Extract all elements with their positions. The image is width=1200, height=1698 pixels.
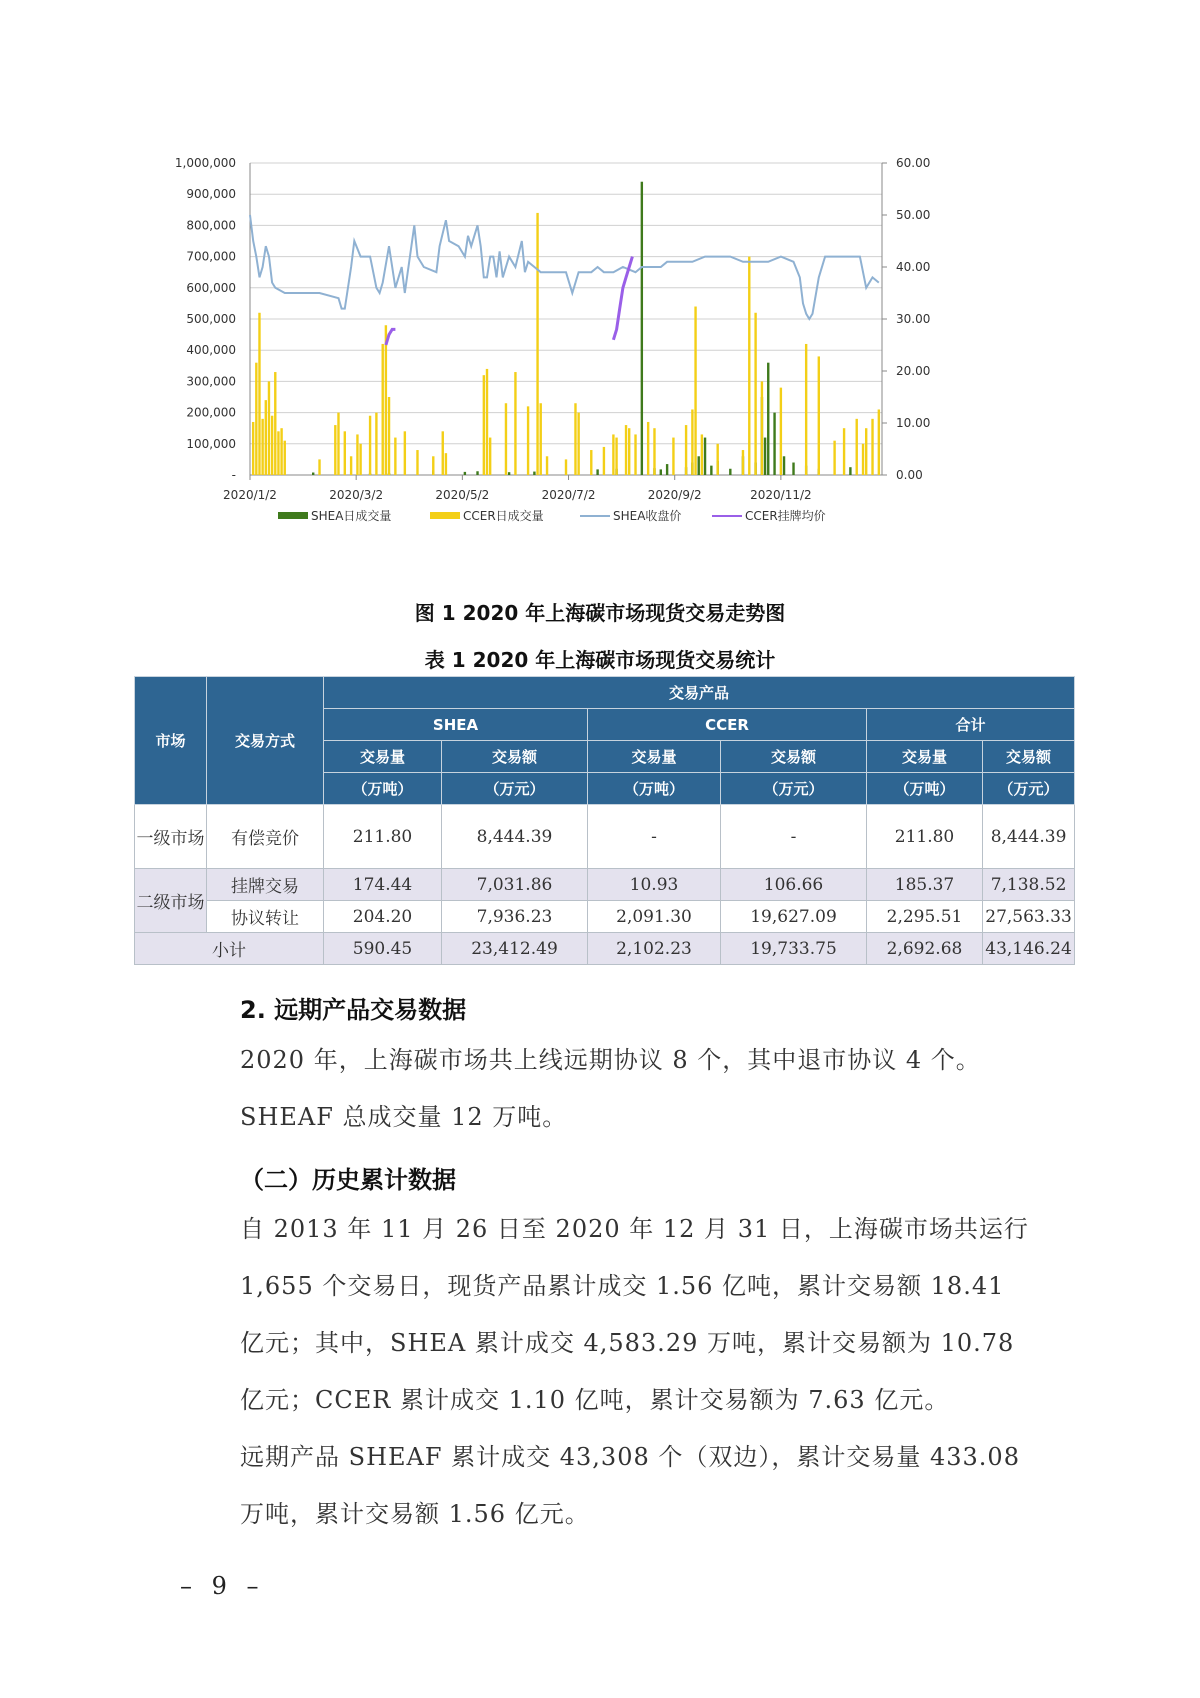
bar-ccer xyxy=(265,400,267,475)
y-left-tick-label: 900,000 xyxy=(186,187,236,202)
legend-label: SHEA日成交量 xyxy=(311,509,392,523)
y-right-tick-label: 60.00 xyxy=(896,156,931,170)
cell-ccer-volume: 10.93 xyxy=(588,869,721,901)
paragraph-history xyxy=(182,1201,1032,1543)
bar-ccer xyxy=(761,381,763,475)
x-tick-label: 2020/5/2 xyxy=(435,488,490,502)
bar-ccer xyxy=(280,428,282,475)
y-left-tick-label: 400,000 xyxy=(186,343,236,358)
bar-ccer xyxy=(527,406,529,475)
bar-ccer xyxy=(653,428,655,475)
bar-shea xyxy=(464,472,466,475)
header-shea-amount: 交易额 xyxy=(442,741,588,773)
bar-ccer xyxy=(865,428,867,475)
cell-method: 有偿竞价 xyxy=(207,805,324,869)
bar-ccer xyxy=(432,456,434,475)
unit-total-amount: （万元） xyxy=(983,773,1075,805)
trend-chart xyxy=(170,145,1050,585)
header-total: 合计 xyxy=(867,709,1075,741)
legend-label: CCER挂牌均价 xyxy=(745,509,826,523)
cell-total-amount: 8,444.39 xyxy=(983,805,1075,869)
bar-ccer xyxy=(442,431,444,475)
table-row-subtotal xyxy=(135,933,1075,965)
bar-ccer xyxy=(701,434,703,475)
bar-ccer xyxy=(489,438,491,475)
header-method: 交易方式 xyxy=(207,677,324,805)
table-row xyxy=(135,869,1075,901)
cell-shea-amount: 7,936.23 xyxy=(442,901,588,933)
bar-ccer xyxy=(388,397,390,475)
cell-ccer-amount: 19,733.75 xyxy=(721,933,867,965)
unit-shea-volume: （万吨） xyxy=(324,773,442,805)
spot-trading-table xyxy=(134,676,1075,965)
cell-total-volume: 2,692.68 xyxy=(867,933,983,965)
y-left-tick-label: 300,000 xyxy=(186,374,236,389)
paragraph-forward xyxy=(182,1032,1032,1146)
y-left-tick-label: 1,000,000 xyxy=(174,156,236,170)
x-tick-label: 2020/7/2 xyxy=(541,488,596,502)
cell-total-volume: 185.37 xyxy=(867,869,983,901)
bar-ccer xyxy=(369,416,371,475)
bar-ccer xyxy=(382,344,384,475)
bar-shea xyxy=(508,472,510,475)
bar-ccer xyxy=(271,416,273,475)
bar-ccer xyxy=(261,419,263,475)
bar-shea xyxy=(849,467,851,475)
y-left-tick-label: 600,000 xyxy=(186,280,236,295)
cell-ccer-amount: 19,627.09 xyxy=(721,901,867,933)
table-row xyxy=(135,805,1075,869)
bar-ccer xyxy=(350,456,352,475)
bar-ccer xyxy=(716,444,718,475)
header-total-amount: 交易额 xyxy=(983,741,1075,773)
table-caption: 表 1 2020 年上海碳市场现货交易统计 xyxy=(424,648,776,672)
y-left-tick-label: 200,000 xyxy=(186,405,236,420)
bar-shea xyxy=(783,456,785,475)
bar-shea xyxy=(312,473,314,475)
cell-ccer-volume: 2,091.30 xyxy=(588,901,721,933)
bar-ccer xyxy=(268,381,270,475)
x-tick-label: 2020/1/2 xyxy=(223,488,277,502)
bar-ccer xyxy=(337,413,339,475)
line-shea-price xyxy=(250,215,879,319)
legend-swatch xyxy=(430,512,460,519)
unit-ccer-amount: （万元） xyxy=(721,773,867,805)
bar-ccer xyxy=(742,450,744,475)
legend-label: CCER日成交量 xyxy=(463,509,544,523)
line-ccer-price xyxy=(386,329,396,345)
legend-label: SHEA收盘价 xyxy=(613,509,682,523)
bar-ccer xyxy=(540,403,542,475)
bar-ccer xyxy=(833,441,835,475)
paragraph-history-text-2: 远期产品 SHEAF 累计成交 43,308 个（双边），累计交易量 433.08 万吨，累计交易额 1.56 亿元。 xyxy=(240,1443,1020,1528)
bar-ccer xyxy=(505,403,507,475)
line-ccer-price xyxy=(613,257,632,340)
bar-shea xyxy=(476,471,478,475)
trend-chart-svg xyxy=(170,145,1050,585)
bar-ccer xyxy=(856,419,858,475)
header-shea: SHEA xyxy=(324,709,588,741)
bar-shea xyxy=(767,363,769,475)
bar-ccer xyxy=(483,375,485,475)
header-ccer-volume: 交易量 xyxy=(588,741,721,773)
paragraph-history-text-1: 自 2013 年 11 月 26 日至 2020 年 12 月 31 日，上海碳市场共运行 1,655 个交易日，现货产品累计成交 1.56 亿吨，累计交易额 18.41 亿元；其中，SHEA 累计成交 4,583.29 万吨，累计交易额为 10.78 亿元；CCER 累计成交 1.10 亿吨，累计交易额为 7.63 亿元。 xyxy=(240,1215,1029,1414)
bar-shea xyxy=(596,469,598,475)
bar-shea xyxy=(660,469,662,475)
bar-ccer xyxy=(647,422,649,475)
bar-shea xyxy=(710,466,712,475)
unit-ccer-volume: （万吨） xyxy=(588,773,721,805)
unit-shea-amount: （万元） xyxy=(442,773,588,805)
bar-shea xyxy=(704,438,706,475)
bar-ccer xyxy=(546,456,548,475)
cell-total-amount: 43,146.24 xyxy=(983,933,1075,965)
y-right-tick-label: 10.00 xyxy=(896,416,931,430)
bar-ccer xyxy=(565,459,567,475)
bar-ccer xyxy=(255,363,257,475)
bar-ccer xyxy=(404,431,406,475)
bar-shea xyxy=(764,438,766,475)
bar-shea xyxy=(533,472,535,475)
bar-shea xyxy=(641,182,643,475)
cell-ccer-amount: - xyxy=(721,805,867,869)
figure-caption: 图 1 2020 年上海碳市场现货交易走势图 xyxy=(414,601,786,625)
bar-ccer xyxy=(818,356,820,475)
bar-ccer xyxy=(603,447,605,475)
bar-ccer xyxy=(252,422,254,475)
bar-shea xyxy=(773,413,775,475)
bar-ccer xyxy=(694,307,696,475)
bar-ccer xyxy=(577,413,579,475)
bar-shea xyxy=(729,469,731,475)
bar-ccer xyxy=(394,438,396,475)
cell-shea-amount: 23,412.49 xyxy=(442,933,588,965)
bar-ccer xyxy=(871,419,873,475)
bar-ccer xyxy=(445,453,447,475)
section-heading-history: （二）历史累计数据 xyxy=(240,1166,456,1194)
x-tick-label: 2020/3/2 xyxy=(329,488,384,502)
cell-shea-volume: 211.80 xyxy=(324,805,442,869)
bar-shea xyxy=(666,464,668,475)
bar-ccer xyxy=(748,257,750,475)
bar-ccer xyxy=(344,431,346,475)
cell-total-volume: 211.80 xyxy=(867,805,983,869)
bar-ccer xyxy=(359,444,361,475)
table-row xyxy=(135,901,1075,933)
cell-shea-amount: 7,031.86 xyxy=(442,869,588,901)
cell-shea-volume: 590.45 xyxy=(324,933,442,965)
y-left-tick-label: - xyxy=(231,468,236,482)
y-left-tick-label: 800,000 xyxy=(186,218,236,233)
bar-ccer xyxy=(486,369,488,475)
y-left-tick-label: 500,000 xyxy=(186,312,236,326)
header-market: 市场 xyxy=(135,677,207,805)
cell-method: 协议转让 xyxy=(207,901,324,933)
header-ccer-amount: 交易额 xyxy=(721,741,867,773)
cell-subtotal-label: 小计 xyxy=(135,933,324,965)
bar-ccer xyxy=(574,403,576,475)
paragraph-forward-text: 2020 年，上海碳市场共上线远期协议 8 个，其中退市协议 4 个。SHEAF 总成交量 12 万吨。 xyxy=(240,1046,981,1131)
bar-ccer xyxy=(318,459,320,475)
bar-ccer xyxy=(685,425,687,475)
section-heading-forward: 2. 远期产品交易数据 xyxy=(240,996,467,1024)
bar-ccer xyxy=(274,372,276,475)
x-tick-label: 2020/11/2 xyxy=(750,488,812,502)
bar-ccer xyxy=(514,372,516,475)
y-left-tick-label: 100,000 xyxy=(186,436,236,451)
bar-ccer xyxy=(356,434,358,475)
header-shea-volume: 交易量 xyxy=(324,741,442,773)
bar-ccer xyxy=(780,388,782,475)
bar-ccer xyxy=(878,409,880,475)
bar-ccer xyxy=(334,425,336,475)
bar-ccer xyxy=(416,450,418,475)
bar-ccer xyxy=(277,431,279,475)
bar-ccer xyxy=(805,344,807,475)
y-right-tick-label: 0.00 xyxy=(896,468,923,482)
bar-ccer xyxy=(628,428,630,475)
bar-ccer xyxy=(590,450,592,475)
bar-ccer xyxy=(385,325,387,475)
header-total-volume: 交易量 xyxy=(867,741,983,773)
cell-shea-amount: 8,444.39 xyxy=(442,805,588,869)
bar-ccer xyxy=(615,438,617,475)
bar-ccer xyxy=(284,441,286,475)
cell-ccer-volume: - xyxy=(588,805,721,869)
bar-shea xyxy=(792,463,794,475)
bar-ccer xyxy=(754,313,756,475)
bar-ccer xyxy=(634,434,636,475)
header-ccer: CCER xyxy=(588,709,867,741)
bar-ccer xyxy=(258,313,260,475)
cell-secondary-market: 二级市场 xyxy=(135,869,207,933)
page-number: – 9 – xyxy=(180,1572,265,1600)
bar-ccer xyxy=(843,428,845,475)
bar-ccer xyxy=(625,425,627,475)
cell-total-amount: 7,138.52 xyxy=(983,869,1075,901)
cell-total-volume: 2,295.51 xyxy=(867,901,983,933)
cell-shea-volume: 204.20 xyxy=(324,901,442,933)
header-product: 交易产品 xyxy=(324,677,1075,709)
cell-ccer-volume: 2,102.23 xyxy=(588,933,721,965)
legend-swatch xyxy=(278,512,308,519)
bar-ccer xyxy=(536,213,538,475)
cell-method: 挂牌交易 xyxy=(207,869,324,901)
bar-ccer xyxy=(862,444,864,475)
cell-shea-volume: 174.44 xyxy=(324,869,442,901)
cell-total-amount: 27,563.33 xyxy=(983,901,1075,933)
x-tick-label: 2020/9/2 xyxy=(647,488,702,502)
bar-shea xyxy=(698,456,700,475)
y-right-tick-label: 40.00 xyxy=(896,260,931,274)
y-right-tick-label: 50.00 xyxy=(896,208,931,222)
bar-ccer xyxy=(612,434,614,475)
cell-primary-market: 一级市场 xyxy=(135,805,207,869)
y-right-tick-label: 20.00 xyxy=(896,364,931,378)
bar-ccer xyxy=(691,409,693,475)
y-right-tick-label: 30.00 xyxy=(896,312,931,326)
unit-total-volume: （万吨） xyxy=(867,773,983,805)
bar-ccer xyxy=(672,438,674,475)
cell-ccer-amount: 106.66 xyxy=(721,869,867,901)
bar-ccer xyxy=(375,413,377,475)
y-left-tick-label: 700,000 xyxy=(186,249,236,264)
